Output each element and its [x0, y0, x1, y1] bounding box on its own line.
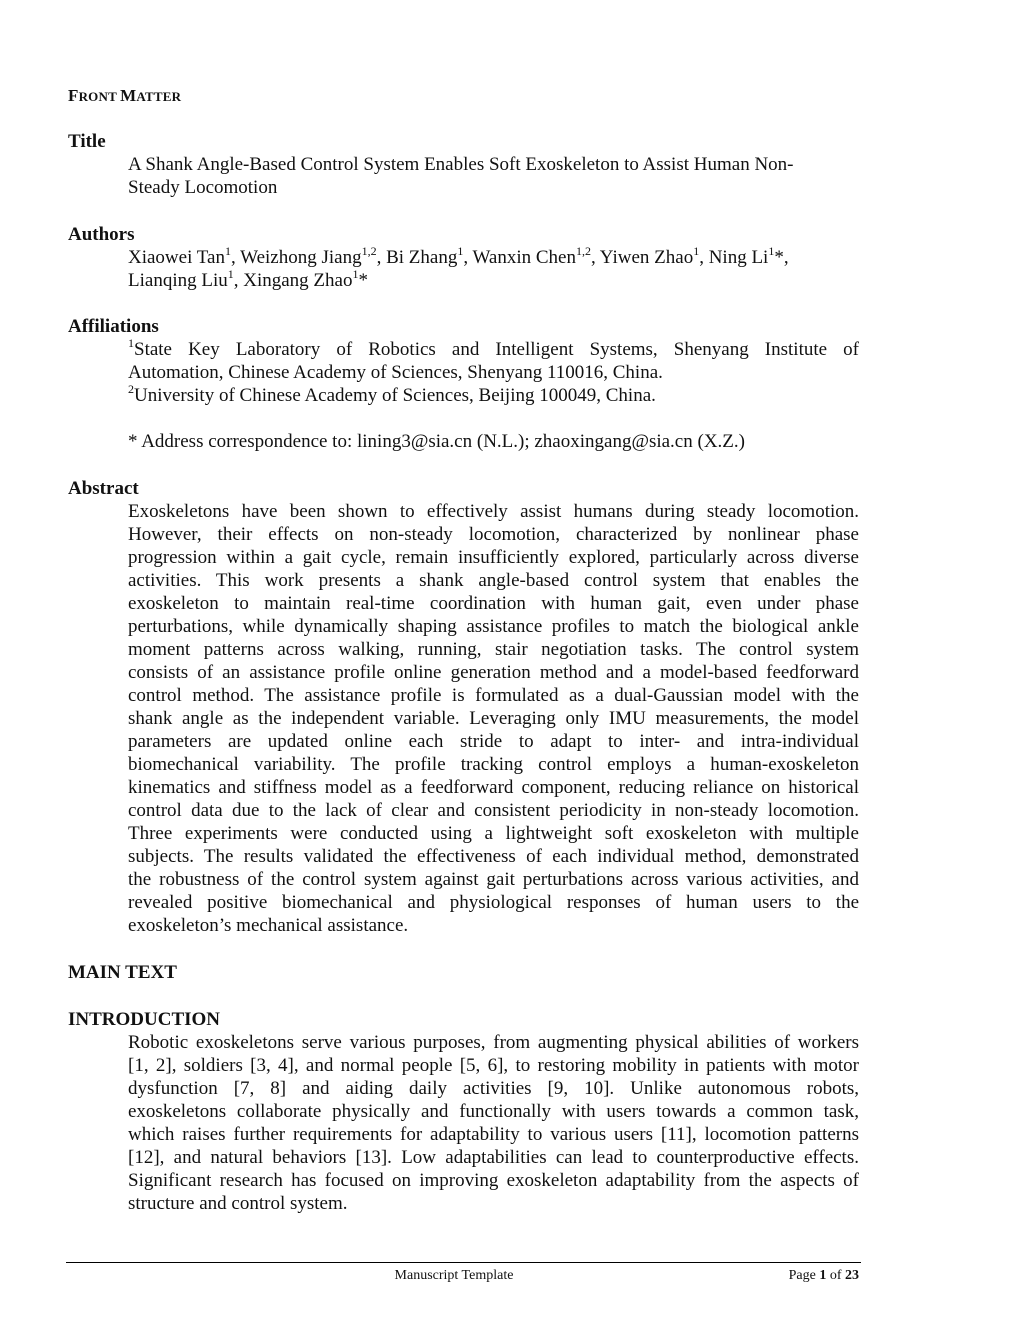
text-line: parameters are updated online each stride to adapt to inter- and intra-individual [128, 731, 859, 752]
page-number: Page 1 of 23 [788, 1268, 859, 1283]
text-line: exoskeleton’s mechanical assistance. [128, 915, 409, 936]
author: Wanxin Chen$^{1,2}$, [472, 243, 600, 268]
text-line: activities. This work presents a shank angle-based control system that enables the [128, 570, 859, 591]
text-line: perturbations, while dynamically shaping assistance profiles to match the biological ankle [128, 616, 859, 637]
text-line: shank angle as the independent variable. Leveraging only IMU measurements, the model [128, 708, 859, 729]
introduction-heading: INTRODUCTION [68, 1009, 221, 1030]
author: Bi Zhang$^1$, [386, 243, 473, 268]
text-line: However, their effects on non-steady locomotion, characterized by nonlinear phase [128, 524, 859, 545]
author-line [128, 243, 859, 269]
text-line: exoskeleton to maintain real-time coordination with human gait, even under phase [128, 593, 859, 614]
text-line: [12], and natural behaviors [13]. Low adaptabilities can lead to counterproductive effects. [128, 1147, 859, 1168]
text-line: dysfunction [7, 8] and aiding daily activities [9, 10]. Unlike autonomous robots, [128, 1078, 859, 1099]
text-line: exoskeletons collaborate physically and functionally with users towards a common task, [128, 1101, 859, 1122]
text-line: moment patterns across walking, running, stair negotiation tasks. The control system [128, 639, 859, 660]
text-line: Three experiments were conducted using a lightweight soft exoskeleton with multiple [128, 823, 859, 844]
author: Weizhong Jiang$^{1,2}$, [240, 243, 387, 268]
abstract-body [128, 500, 859, 937]
paper-title [128, 153, 859, 199]
affiliation-line: $^2$University of Chinese Academy of Sciences, Beijing 100049, China. [128, 381, 656, 406]
text-line: control data due to the lack of clear and consistent periodicity in non-steady locomotion. [128, 800, 859, 821]
text-line: consists of an assistance profile online generation method and a model-based feedforward [128, 662, 859, 683]
title-line: A Shank Angle-Based Control System Enables Soft Exoskeleton to Assist Human Non- [128, 154, 794, 175]
text-line: Exoskeletons have been shown to effectively assist humans during steady locomotion. [128, 501, 859, 522]
text-line: subjects. The results validated the effectiveness of each individual method, demonstrated [128, 846, 859, 867]
title-heading: Title [68, 131, 106, 152]
correspondence-line: * Address correspondence to: lining3@sia.cn (N.L.); zhaoxingang@sia.cn (X.Z.) [128, 431, 745, 452]
text-line: Robotic exoskeletons serve various purposes, from augmenting physical abilities of workers [128, 1032, 859, 1053]
author: Xiaowei Tan$^1$, [128, 243, 241, 268]
text-line: control method. The assistance profile is formulated as a dual-Gaussian model with the [128, 685, 859, 706]
footer-template-label: Manuscript Template [394, 1268, 514, 1283]
text-line: structure and control system. [128, 1193, 348, 1214]
author-list [128, 243, 859, 292]
affiliation-line: Automation, Chinese Academy of Sciences, Shenyang 110016, China. [128, 362, 663, 383]
main-text-heading: MAIN TEXT [68, 962, 177, 983]
text-line: biomechanical variability. The profile tracking control employs a human-exoskeleton [128, 754, 859, 775]
introduction-body [128, 1031, 859, 1215]
title-line: Steady Locomotion [128, 177, 278, 198]
author: Xingang Zhao$^1$* [243, 266, 368, 291]
text-line: progression within a gait cycle, remain insufficiently explored, particularly across diverse [128, 547, 859, 568]
text-line: kinematics and stiffness model as a feedforward component, reducing reliance on historical [128, 777, 859, 798]
front-matter-label: FRONT MATTER [68, 86, 182, 105]
author: Lianqing Liu$^1$, [128, 266, 244, 291]
abstract-heading: Abstract [68, 478, 139, 499]
text-line: the robustness of the control system against gait perturbations across various activities, and [128, 869, 859, 890]
authors-heading: Authors [68, 224, 135, 245]
author: Ning Li$^1$*, [708, 243, 789, 268]
affiliation-line: $^1$State Key Laboratory of Robotics and Intelligent Systems, Shenyang Institute of [128, 335, 859, 360]
text-line: Significant research has focused on improving exoskeleton adaptability from the aspects of [128, 1170, 859, 1191]
text-line: revealed positive biomechanical and physiological responses of human users to the [128, 892, 859, 913]
text-line: [1, 2], soldiers [3, 4], and normal people [5, 6], to restoring mobility in patients with motor [128, 1055, 859, 1076]
author: Yiwen Zhao$^1$, [599, 243, 709, 268]
author-line [128, 266, 859, 292]
footer-rule [66, 1262, 861, 1263]
text-line: which raises further requirements for adaptability to various users [11], locomotion patterns [128, 1124, 859, 1145]
affiliation-list [128, 335, 859, 407]
affiliations-heading: Affiliations [68, 316, 159, 337]
